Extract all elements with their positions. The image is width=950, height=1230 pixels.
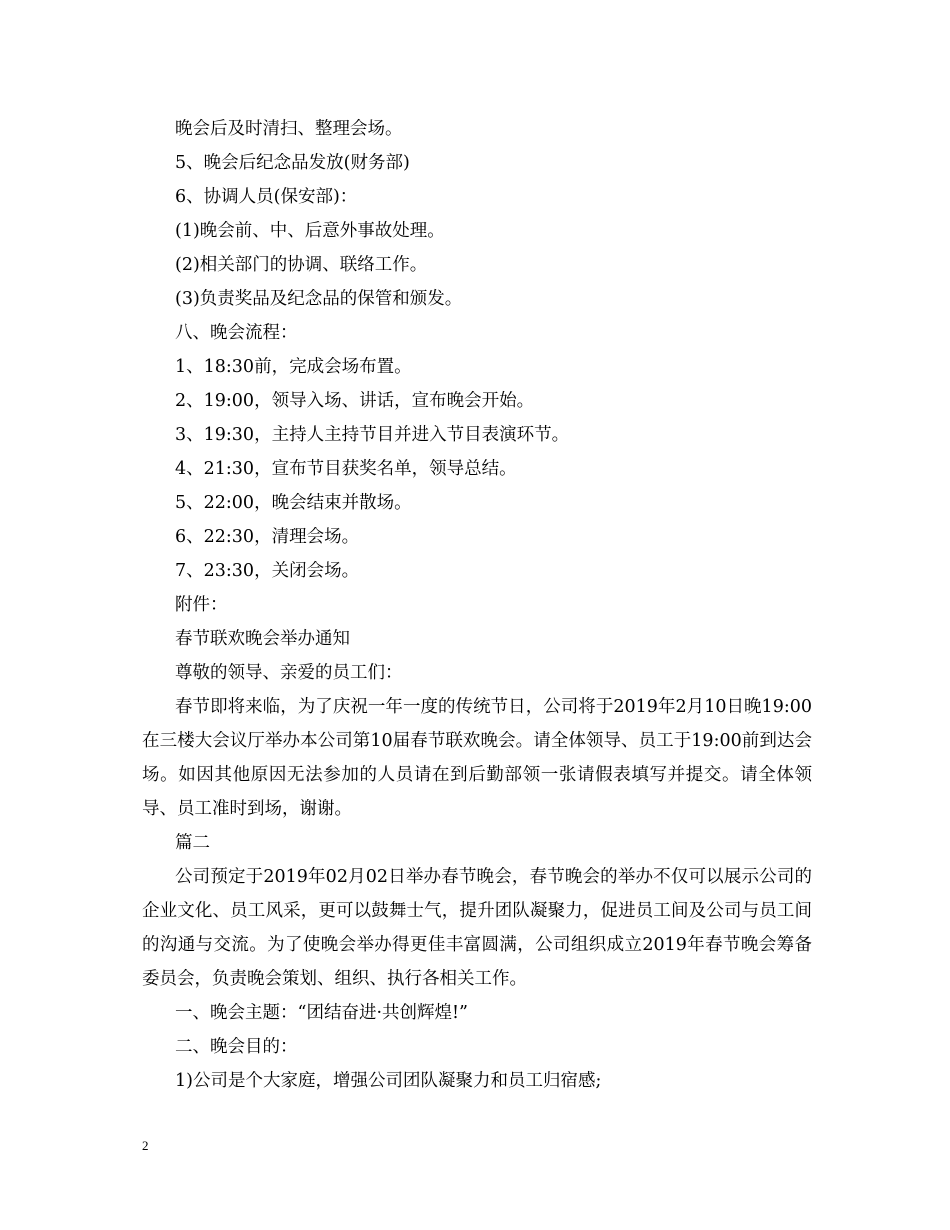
attachment-label: 附件： [175, 595, 228, 615]
schedule-item: 4、21:30，宣布节目获奖名单，领导总结。 [175, 459, 517, 479]
schedule-item: 1、18:30前，完成会场布置。 [175, 357, 412, 377]
section-heading: 八、晚会流程： [175, 323, 298, 343]
text-line: 6、协调人员(保安部)： [175, 187, 358, 207]
schedule-item: 7、23:30，关闭会场。 [175, 561, 360, 581]
text-line: 一、晚会主题：“团结奋进·共创辉煌!” [175, 1003, 468, 1023]
text-line: 5、晚会后纪念品发放(财务部) [175, 153, 410, 173]
schedule-item: 6、22:30，清理会场。 [175, 527, 360, 547]
section-title: 篇二 [175, 833, 210, 853]
text-line: (1)晚会前、中、后意外事故处理。 [175, 221, 445, 241]
schedule-item: 3、19:30，主持人主持节目并进入节目表演环节。 [175, 425, 570, 445]
notice-salutation: 尊敬的领导、亲爱的员工们： [175, 663, 403, 683]
text-line: 晚会后及时清扫、整理会场。 [175, 119, 403, 139]
schedule-item: 2、19:00，领导入场、讲话，宣布晚会开始。 [175, 391, 535, 411]
schedule-item: 5、22:00，晚会结束并散场。 [175, 493, 412, 513]
text-line: (3)负责奖品及纪念品的保管和颁发。 [175, 289, 463, 309]
intro-paragraph: 公司预定于2019年02月02日举办春节晚会，春节晚会的举办不仅可以展示公司的企业文化、员工风采，更可以鼓舞士气，提升团队凝聚力，促进员工间及公司与员工间的沟通与交流。为了使晚会举办得更佳丰富圆满，公司组织成立2019年春节晚会筹备委员会，负责晚会策划、组织、执行各相关工作。 [142, 867, 812, 989]
text-line: 1)公司是个大家庭，增强公司团队凝聚力和员工归宿感; [175, 1071, 602, 1091]
text-line: 二、晚会目的： [175, 1037, 298, 1057]
text-line: (2)相关部门的协调、联络工作。 [175, 255, 428, 275]
notice-title: 春节联欢晚会举办通知 [175, 629, 350, 649]
document-body [142, 112, 812, 1098]
notice-paragraph: 春节即将来临，为了庆祝一年一度的传统节日，公司将于2019年2月10日晚19:00在三楼大会议厅举办本公司第10届春节联欢晚会。请全体领导、员工于19:00前到达会场。如因其他原因无法参加的人员请在到后勤部领一张请假表填写并提交。请全体领导、员工准时到场，谢谢。 [142, 697, 812, 819]
page-number: 2 [142, 1138, 149, 1153]
